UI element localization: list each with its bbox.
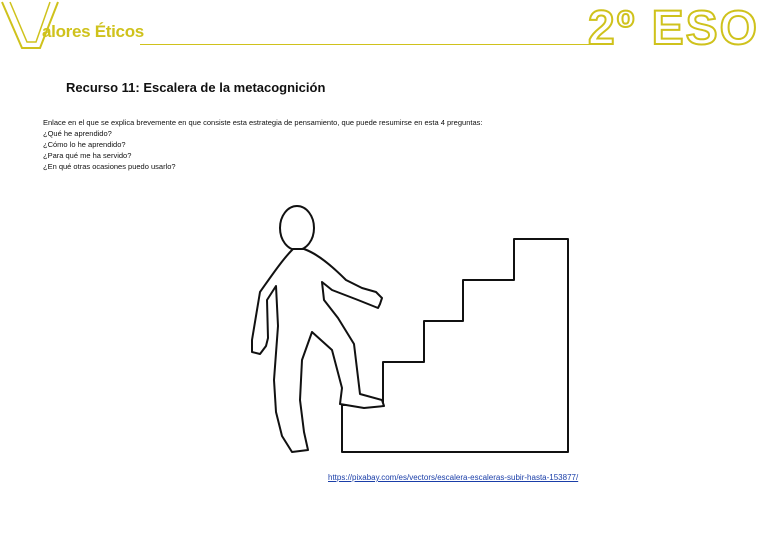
question-4: ¿En qué otras ocasiones puedo usarlo? [43,162,176,171]
brand-title: alores Éticos [42,22,144,41]
person-head [280,206,314,250]
person-climbing-stairs-icon [248,200,578,458]
intro-text: Enlace en el que se explica brevemente en que consiste esta estrategia de pensamiento, que puede resumirse en esta 4 preguntas: [43,118,483,127]
staircase [342,239,568,452]
header-divider [140,44,595,45]
page-header [0,0,768,60]
grade-logo [586,0,768,52]
grade-label: 2º ESO [588,2,759,52]
question-2: ¿Cómo lo he aprendido? [43,140,126,149]
question-1: ¿Qué he aprendido? [43,129,112,138]
intro-block [43,117,683,172]
question-3: ¿Para qué me ha servido? [43,151,132,160]
resource-title: Recurso 11: Escalera de la metacognición [66,80,326,95]
source-link[interactable]: https://pixabay.com/es/vectors/escalera-escaleras-subir-hasta-153877/ [328,473,579,482]
